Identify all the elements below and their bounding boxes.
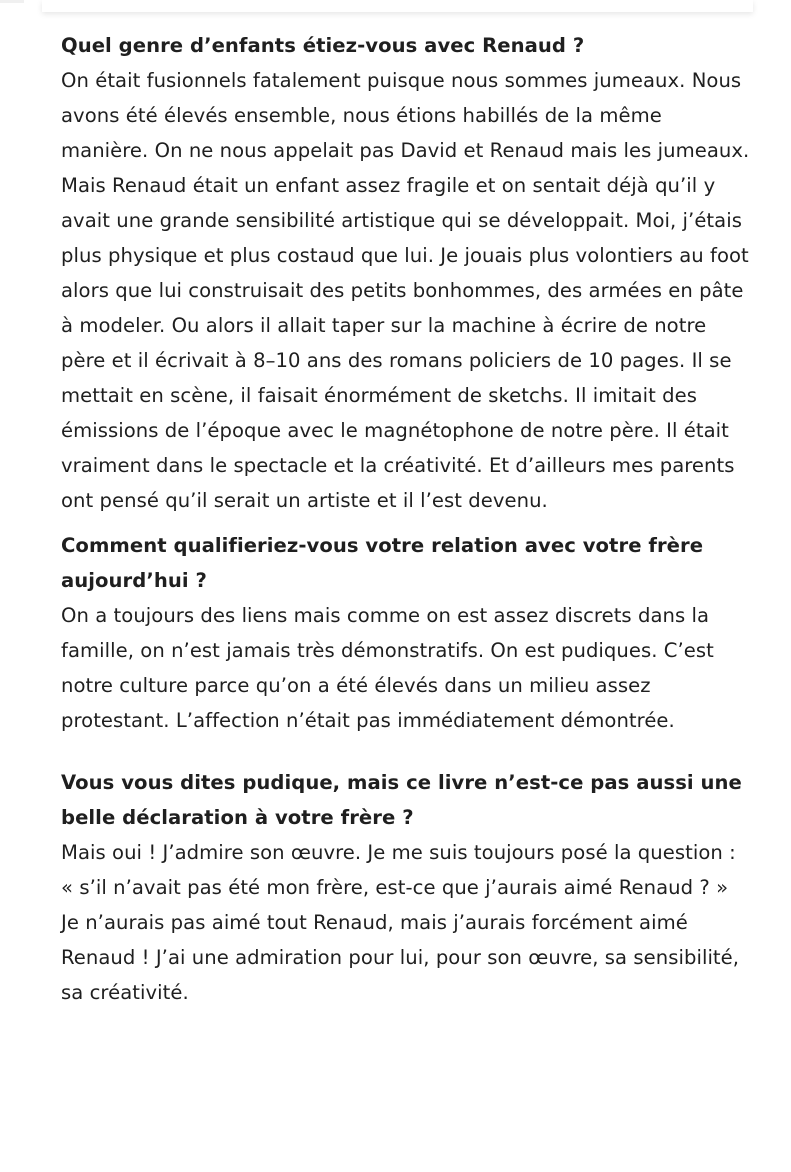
interview-answer-2: On a toujours des liens mais comme on est assez discrets dans la famille, on n’est jamais très démonstratifs. On est pudiques. C’est notre culture parce qu’on a été élevés dans un milieu assez protestant. L’affection n’était pas immédiatement démontrée. bbox=[61, 604, 714, 732]
qa-section-1 bbox=[61, 28, 751, 518]
top-edge bbox=[0, 0, 24, 3]
interview-question-1: Quel genre d’enfants étiez-vous avec Renaud ? bbox=[61, 34, 585, 57]
interview-article bbox=[61, 28, 751, 1010]
interview-question-2: Comment qualifieriez-vous votre relation avec votre frère aujourd’hui ? bbox=[61, 534, 704, 592]
qa-section-2 bbox=[61, 528, 751, 738]
interview-question-3: Vous vous dites pudique, mais ce livre n’est-ce pas aussi une belle déclaration à votre frère ? bbox=[61, 771, 742, 829]
header-shadow-bar bbox=[42, 0, 753, 12]
interview-answer-3: Mais oui ! J’admire son œuvre. Je me suis toujours posé la question : « s’il n’avait pas été mon frère, est-ce que j’aurais aimé Renaud ? » Je n’aurais pas aimé tout Renaud, mais j’aurais forcément aimé Renaud ! J’ai une admiration pour lui, pour son œuvre, sa sensibilité, sa créativité. bbox=[61, 841, 740, 1004]
interview-answer-1: On était fusionnels fatalement puisque nous sommes jumeaux. Nous avons été élevés ensemble, nous étions habillés de la même manière. On ne nous appelait pas David et Renaud mais les jumeaux. Mais Renaud était un enfant assez fragile et on sentait déjà qu’il y avait une grande sensibilité artistique qui se développait. Moi, j’étais plus physique et plus costaud que lui. Je jouais plus volontiers au foot alors que lui construisait des petits bonhommes, des armées en pâte à modeler. Ou alors il allait taper sur la machine à écrire de notre père et il écrivait à 8–10 ans des romans policiers de 10 pages. Il se mettait en scène, il faisait énormément de sketchs. Il imitait des émissions de l’époque avec le magnétophone de notre père. Il était vraiment dans le spectacle et la créativité. Et d’ailleurs mes parents ont pensé qu’il serait un artiste et il l’est devenu. bbox=[61, 69, 750, 512]
qa-section-3 bbox=[61, 765, 751, 1010]
